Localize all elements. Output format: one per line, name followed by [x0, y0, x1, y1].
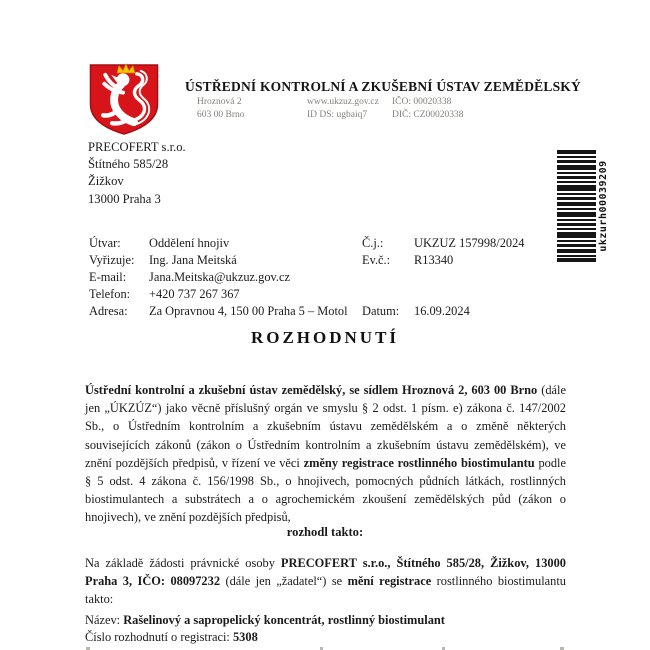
org-name: ÚSTŘEDNÍ KONTROLNÍ A ZKUŠEBNÍ ÚSTAV ZEMĚDĚLSKÝ — [185, 79, 581, 94]
meta-label: Vyřizuje: — [89, 253, 135, 267]
registration-change-bold-segment: změny registrace rostlinného biostimulantu — [303, 455, 535, 470]
org-ico: IČO: 00020338 — [392, 97, 452, 107]
registration-number-line — [85, 630, 258, 645]
barcode-label: ukzurh00039209 — [598, 160, 609, 252]
intro-text-1: (dále jen „ÚKZÚZ“) jako věcně příslušný orgán ve smyslu § 2 odst. 1 písm. e) zákona č. 147/2002 Sb., o Ústředním kontrolním a zkušebním ústavu zemědělském a o změně některých souvisejících zákonů (zákon o Ústředním kontrolním a zkušebním ústavu zemědělském), ve znění pozdějších předpisů, v řízení ve věci — [85, 383, 566, 470]
recipient-city: 13000 Praha 3 — [88, 191, 161, 206]
meta-value-phone: +420 737 267 367 — [149, 287, 240, 301]
intro-text-2: podle § 5 odst. 4 zákona č. 156/1998 Sb., o hnojivech, pomocných půdních látkách, rostlinných biostimulantech a substrátech a o agrochemickém zkoušení zemědělských půd (zákon o hnojivech), ve znění pozdějších předpisů, — [85, 455, 566, 525]
meta-value-address: Za Opravnou 4, 150 00 Praha 5 – Motol — [149, 304, 348, 318]
org-bold-segment: Ústřední kontrolní a zkušební ústav zemědělský, se sídlem Hroznová 2, 603 00 Brno — [85, 383, 538, 397]
meta-value-email: Jana.Meitska@ukzuz.gov.cz — [149, 270, 291, 284]
org-address-block — [197, 96, 245, 122]
org-databox-id: ID DS: ugbaiq7 — [307, 110, 368, 120]
meta-row-vyrizuje — [0, 253, 650, 270]
nazev-label: Název: — [85, 613, 124, 627]
recipient-district: Žižkov — [88, 174, 124, 189]
decision-text-1: Na základě žádosti právnické osoby — [85, 556, 281, 570]
decision-paragraph — [85, 554, 566, 609]
meta-row-telefon — [0, 287, 650, 304]
meta-label: E-mail: — [89, 270, 127, 284]
meta-row-adresa — [0, 304, 650, 321]
meni-registrace-bold-segment: mění registrace — [347, 574, 432, 589]
applicant-bold-segment: PRECOFERT s.r.o., Štítného 585/28, Žižkov, 13000 Praha 3, IČO: 08097232 — [85, 556, 566, 589]
org-dic: DIČ: CZ00020338 — [392, 110, 464, 120]
decision-text-3: rostlinného biostimulantu takto: — [85, 574, 566, 607]
intro-paragraph — [85, 381, 566, 527]
meta-label-cj: Č.j.: — [362, 236, 384, 250]
meta-value: Ing. Jana Meitská — [149, 253, 237, 267]
org-city: 603 00 Brno — [197, 110, 245, 120]
document-title: ROZHODNUTÍ — [250, 328, 400, 347]
meta-value: Oddělení hnojiv — [149, 236, 230, 250]
cislo-value: 5308 — [232, 630, 258, 644]
czech-coat-of-arms-icon — [88, 63, 160, 136]
meta-value-datum: 16.09.2024 — [414, 304, 470, 318]
decision-text-2: (dále jen „žadatel“) se — [220, 574, 348, 589]
cislo-label: Číslo rozhodnutí o registraci: — [85, 630, 233, 644]
meta-value-evc: R13340 — [414, 253, 454, 267]
meta-row-utvar — [0, 236, 650, 253]
recipient-street: Štítného 585/28 — [88, 157, 169, 172]
recipient-address — [88, 139, 186, 208]
meta-label: Telefon: — [89, 287, 131, 301]
meta-label: Adresa: — [89, 304, 128, 318]
meta-label-evc: Ev.č.: — [362, 253, 391, 267]
meta-value-cj: UKZUZ 157998/2024 — [414, 236, 525, 250]
org-web: www.ukzuz.gov.cz — [307, 97, 379, 107]
meta-row-email — [0, 270, 650, 287]
meta-label: Útvar: — [89, 236, 121, 250]
org-street: Hroznová 2 — [197, 97, 242, 107]
product-name-line — [85, 613, 445, 628]
nazev-value: Rašelinový a sapropelický koncentrát, rostlinný biostimulant — [123, 613, 445, 627]
recipient-name: PRECOFERT s.r.o. — [88, 140, 186, 154]
org-registry-block — [392, 96, 464, 122]
meta-label-datum: Datum: — [362, 304, 400, 318]
org-contact-block — [307, 96, 379, 122]
verdict-heading: rozhodl takto: — [286, 525, 364, 539]
